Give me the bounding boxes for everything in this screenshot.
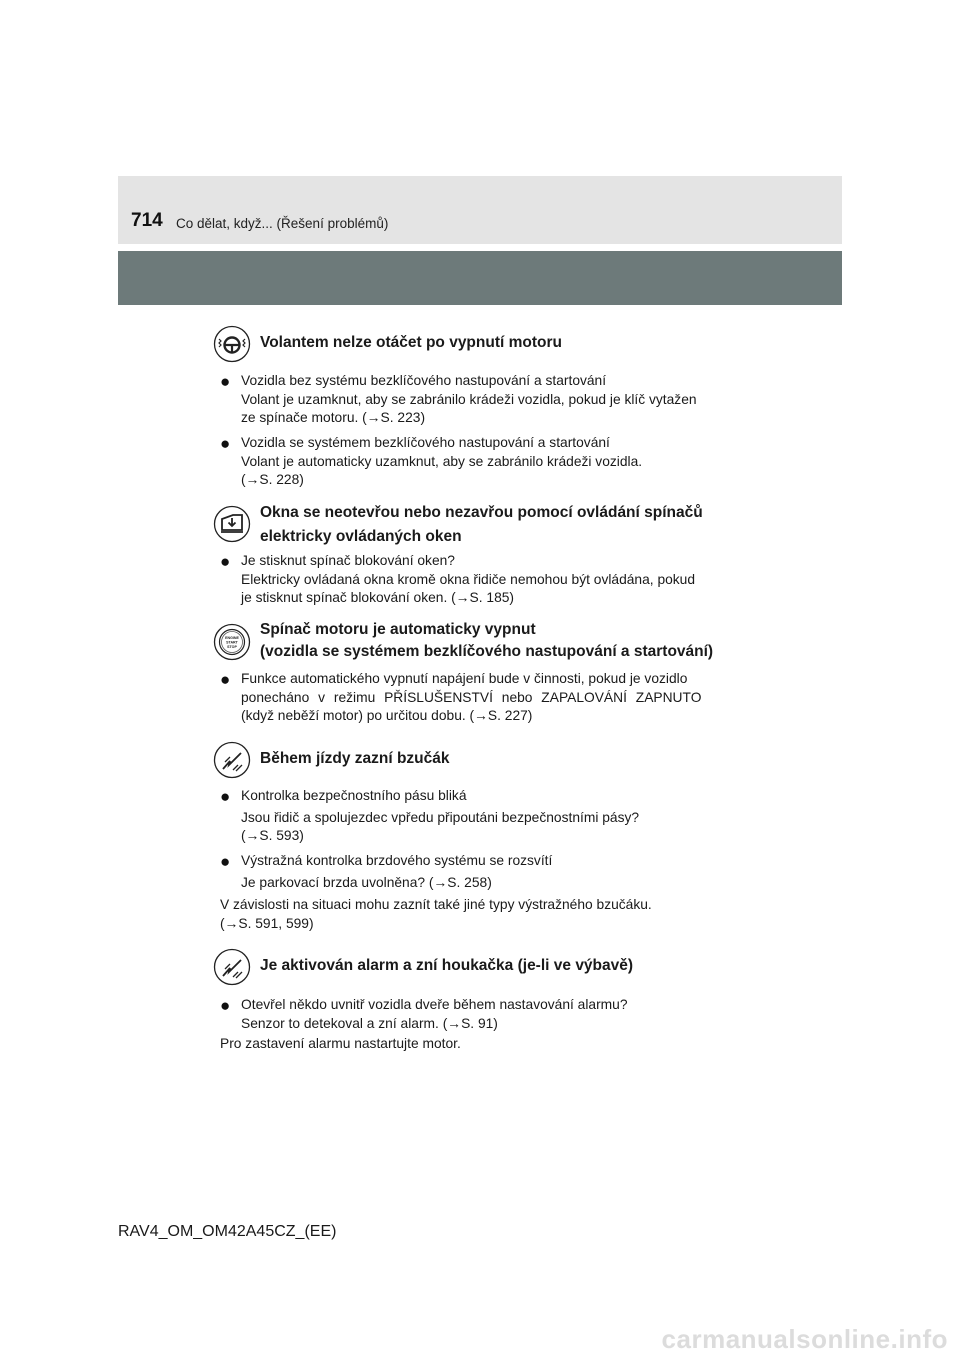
document-code: RAV4_OM_OM42A45CZ_(EE) [118, 1223, 337, 1240]
list-item [220, 852, 744, 892]
list-item [220, 372, 744, 428]
bullet-line: Je stisknut spínač blokování oken? [241, 553, 455, 568]
bullet-line: (→S. 228) [241, 472, 304, 487]
bullet-dot-icon: ● [220, 787, 231, 806]
list-item [220, 434, 744, 490]
section-title: Co dělat, když... (Řešení problémů) [176, 216, 389, 231]
bullet-line: Elektricky ovládaná okna kromě okna řidiče nemohou být ovládána, pokud [241, 571, 696, 587]
heading-alarm: Je aktivován alarm a zní houkačka (je-li ve výbavě) [260, 957, 634, 974]
buzzer-icon [213, 741, 251, 779]
bullet-line: (→S. 593) [241, 828, 304, 843]
alarm-horn-icon [213, 948, 251, 986]
bullet-line: Kontrolka bezpečnostního pásu bliká [241, 788, 467, 803]
engine-start-stop-icon [213, 623, 251, 661]
watermark [0, 1318, 960, 1358]
window-lock-icon [213, 505, 251, 543]
bullet-line: Volant je uzamknut, aby se zabránilo krádeži vozidla, pokud je klíč vytažen [241, 391, 697, 407]
bullet-dot-icon: ● [220, 434, 231, 453]
note-line: V závislosti na situaci mohu zaznít také jiné typy výstražného bzučáku. [220, 897, 652, 912]
heading-buzzer: Během jízdy zazní bzučák [260, 750, 450, 767]
bullet-line: (když neběží motor) po určitou dobu. (→S. 227) [241, 708, 533, 723]
bullet-line: Vozidla se systémem bezklíčového nastupování a startování [241, 435, 610, 450]
bullet-line: Funkce automatického vypnutí napájení bude v činnosti, pokud je vozidlo [241, 671, 688, 686]
bullet-line: Výstražná kontrolka brzdového systému se rozsvítí [241, 853, 553, 868]
svg-text:ENGINE: ENGINE [225, 636, 239, 640]
heading-engine-switch [260, 619, 713, 663]
heading-line: (vozidla se systémem bezklíčového nastupování a startování) [260, 643, 714, 660]
bullet-line: ponecháno v režimu PŘÍSLUŠENSTVÍ nebo ZAPALOVÁNÍ ZAPNUTO [241, 689, 702, 705]
bullet-line: ze spínače motoru. (→S. 223) [241, 410, 426, 425]
list-item [220, 670, 744, 726]
steering-wheel-lock-icon [213, 325, 251, 363]
bullet-line: Senzor to detekoval a zní alarm. (→S. 91) [241, 1015, 498, 1031]
note-line: (→S. 591, 599) [220, 916, 314, 931]
bullet-line: Jsou řidič a spolujezdec vpředu připoutáni bezpečnostními pásy? [241, 809, 640, 825]
bullet-dot-icon: ● [220, 852, 231, 871]
header-dark-band [118, 251, 842, 305]
list-item [220, 787, 744, 846]
bullet-line: Otevřel někdo uvnitř vozidla dveře během nastavování alarmu? [241, 997, 628, 1012]
heading-line: elektricky ovládaných oken [260, 528, 462, 545]
svg-text:START: START [226, 640, 238, 645]
svg-text:STOP: STOP [227, 645, 237, 649]
bullet-dot-icon: ● [220, 372, 231, 391]
bullet-dot-icon: ● [220, 670, 231, 689]
list-item [220, 996, 744, 1033]
list-item [220, 552, 744, 608]
heading-line: Okna se neotevřou nebo nezavřou pomocí ovládání spínačů [260, 504, 703, 521]
bullet-dot-icon: ● [220, 996, 231, 1015]
note-line: Pro zastavení alarmu nastartujte motor. [220, 1036, 461, 1051]
bullet-line: Je parkovací brzda uvolněna? (→S. 258) [241, 874, 492, 890]
bullet-line: Vozidla bez systému bezklíčového nastupování a startování [241, 373, 607, 388]
heading-line: Spínač motoru je automaticky vypnut [260, 621, 536, 638]
header-band [118, 176, 842, 244]
heading-steering: Volantem nelze otáčet po vypnutí motoru [260, 334, 562, 351]
watermark-text: carmanualsonline.info [661, 1324, 948, 1354]
heading-windows [260, 502, 703, 548]
bullet-line: je stisknut spínač blokování oken. (→S. 185) [241, 590, 515, 605]
bullet-dot-icon: ● [220, 552, 231, 571]
bullet-line: Volant je automaticky uzamknut, aby se zabránilo krádeži vozidla. [241, 453, 643, 469]
page-number: 714 [131, 210, 163, 231]
